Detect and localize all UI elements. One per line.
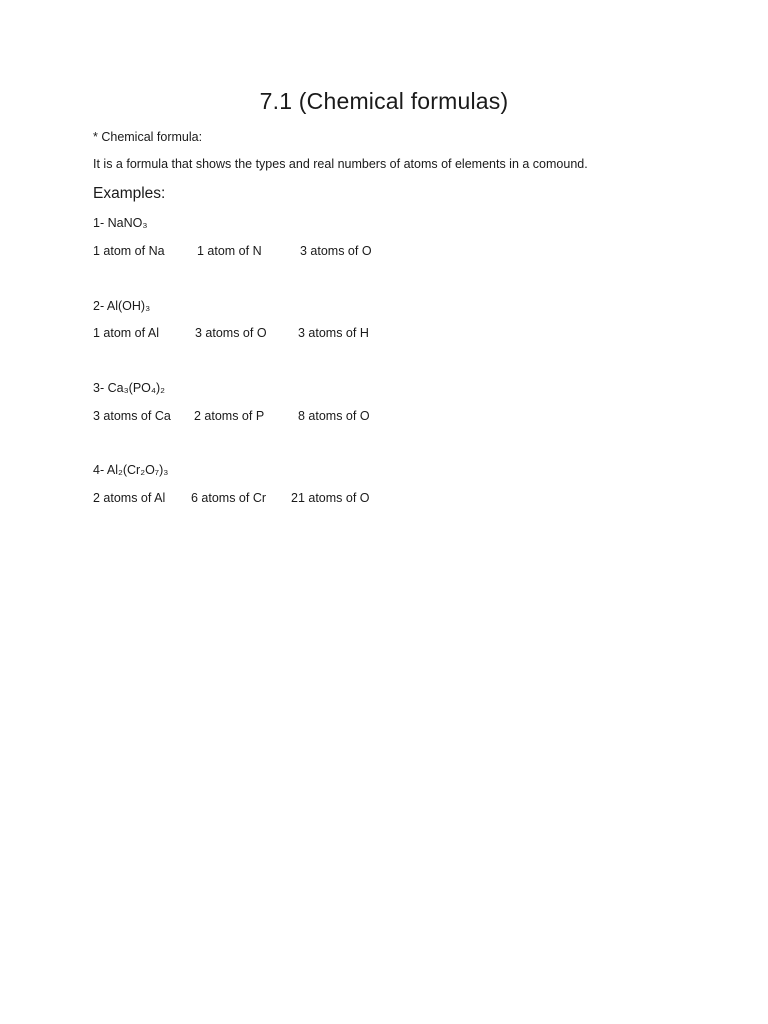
atom-count: 3 atoms of H xyxy=(298,326,369,340)
example-formula: 4- Al₂(Cr₂O₇)₃ xyxy=(93,463,169,477)
atom-count: 2 atoms of P xyxy=(194,409,265,423)
atom-count: 3 atoms of O xyxy=(300,244,372,258)
page-title: 7.1 (Chemical formulas) xyxy=(259,88,509,114)
atom-count: 1 atom of N xyxy=(197,244,262,258)
atom-count: 1 atom of Al xyxy=(93,326,160,340)
atom-count: 21 atoms of O xyxy=(291,491,370,505)
example-formula: 3- Ca₃(PO₄)₂ xyxy=(93,381,165,395)
example-formula: 2- Al(OH)₃ xyxy=(93,299,151,313)
definition-label: * Chemical formula: xyxy=(93,130,203,144)
example-formula: 1- NaNO₃ xyxy=(93,216,148,230)
atom-count: 2 atoms of Al xyxy=(93,491,166,505)
atom-count: 3 atoms of O xyxy=(195,326,267,340)
definition-text: It is a formula that shows the types and real numbers of atoms of elements in a comound. xyxy=(93,157,588,171)
atom-count: 3 atoms of Ca xyxy=(93,409,171,423)
atom-count: 6 atoms of Cr xyxy=(191,491,267,505)
atom-count: 1 atom of Na xyxy=(93,244,165,258)
atom-count: 8 atoms of O xyxy=(298,409,370,423)
examples-heading: Examples: xyxy=(93,185,166,202)
